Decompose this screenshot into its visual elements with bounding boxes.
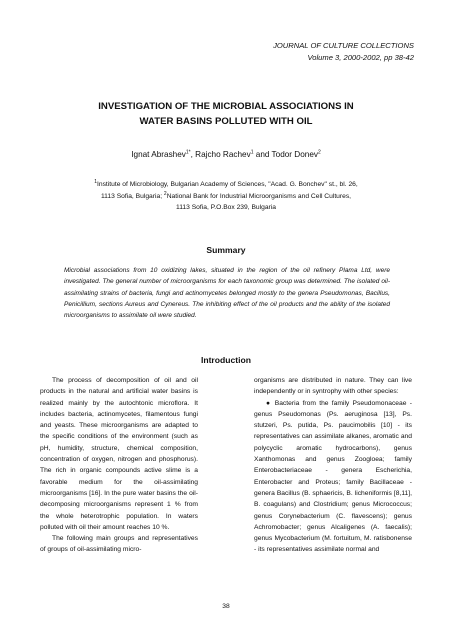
summary-text: Microbial associations from 10 oxidizing lakes, situated in the region of the oil refinery Plama Ltd, were investigated. The general number of microorganisms for each taxonomic group was determined. The isolated oil-assimilating strains of bacteria, fungi and actinomycetes belonged mostly to the genera Pseudomonas, Bacillus, Penicillium, sections Aureus and Cynereus. The inhibiting effect of the oil products and the ability of the isolated microorganisms to assimilate oil were studied. (64, 267, 390, 320)
paragraph: The following main groups and representatives of groups of oil-assimilating micro- (40, 535, 198, 554)
paragraph: The process of decomposition of oil and oil products in the natural and artificial water basins is realized mainly by the autochtonic microflora. It includes bacteria, actinomycetes, filamentous fungi and yeasts. These microorganisms are adapted to the specific conditions of the environment (such as pH, humidity, structure, chemical composition, concentration of oxygen, nitrogen and phosphorus). The rich in organic compounds active slime is a favorable medium for the oil-assimilating microorganisms [16]. In the pure water basins the oil-decomposing microorganisms represent 1 % from the whole heterotrophic population. In waters polluted with oil their amount reaches 10 %. (40, 377, 198, 531)
left-column (40, 375, 198, 556)
title-line-2: WATER BASINS POLLUTED WITH OIL (139, 115, 313, 127)
author-1: Ignat Abrashev (131, 150, 186, 159)
affiliation-line-2: 1113 Sofia, Bulgaria; $^2$National Bank for Industrial Microorganisms and Cell Cultures, (100, 190, 352, 200)
introduction-heading: Introduction (200, 355, 252, 365)
author-list: Ignat Abrashev$^{1*}$, Rajcho Rachev$^1$ and Todor Donev$^2$ (131, 149, 321, 159)
affiliation-line-3: 1113 Sofia, P.O.Box 239, Bulgaria (175, 204, 276, 211)
title-line-1: INVESTIGATION OF THE MICROBIAL ASSOCIATIONS IN (98, 101, 354, 112)
summary-heading: Summary (206, 245, 246, 255)
journal-volume: Volume 3, 2000-2002, pp 38-42 (307, 53, 414, 62)
author-2: Rajcho Rachev (195, 150, 251, 159)
right-column (254, 375, 412, 556)
affiliation-line-1: $^1$Institute of Microbiology, Bulgarian Academy of Sciences, "Acad. G. Bonchev" st., bl. 26, (94, 178, 358, 188)
author-3: Todor Donev (271, 150, 318, 159)
bullet-paragraph: ● Bacteria from the family Pseudomonaceae - genus Pseudomonas (Ps. aeruginosa [13], Ps. stutzeri, Ps. putida, Ps. paucimobilis [10] - its representatives can assimilate alkanes, aromatic and polycyclic aromatic hydrocarbons), genus Xanthomonas and genus Zoogloea; family Enterobacteriaceae - genera Escherichia, Enterobacter and Proteus; family Bacillaceae - genera Bacillus (B. sphaericis, B. licheniformis [8,11], B. coagulans) and Clostridium; genus Micrococcus; genus Corynebacterium (C. flavescens); genus Achromobacter; genus Alcaligenes (A. faecalis); genus Mycobacterium (M. fortuitum, M. ratisbonense - its representatives assimilate normal and (254, 399, 412, 554)
affiliations (52, 179, 400, 214)
paragraph: organisms are distributed in nature. They can live independently or in syntrophy with other species: (254, 377, 412, 396)
paper-title (40, 100, 412, 129)
bullet-icon: ● (266, 399, 275, 407)
page-number: 38 (222, 603, 230, 610)
journal-name: JOURNAL OF CULTURE COLLECTIONS (273, 41, 414, 50)
